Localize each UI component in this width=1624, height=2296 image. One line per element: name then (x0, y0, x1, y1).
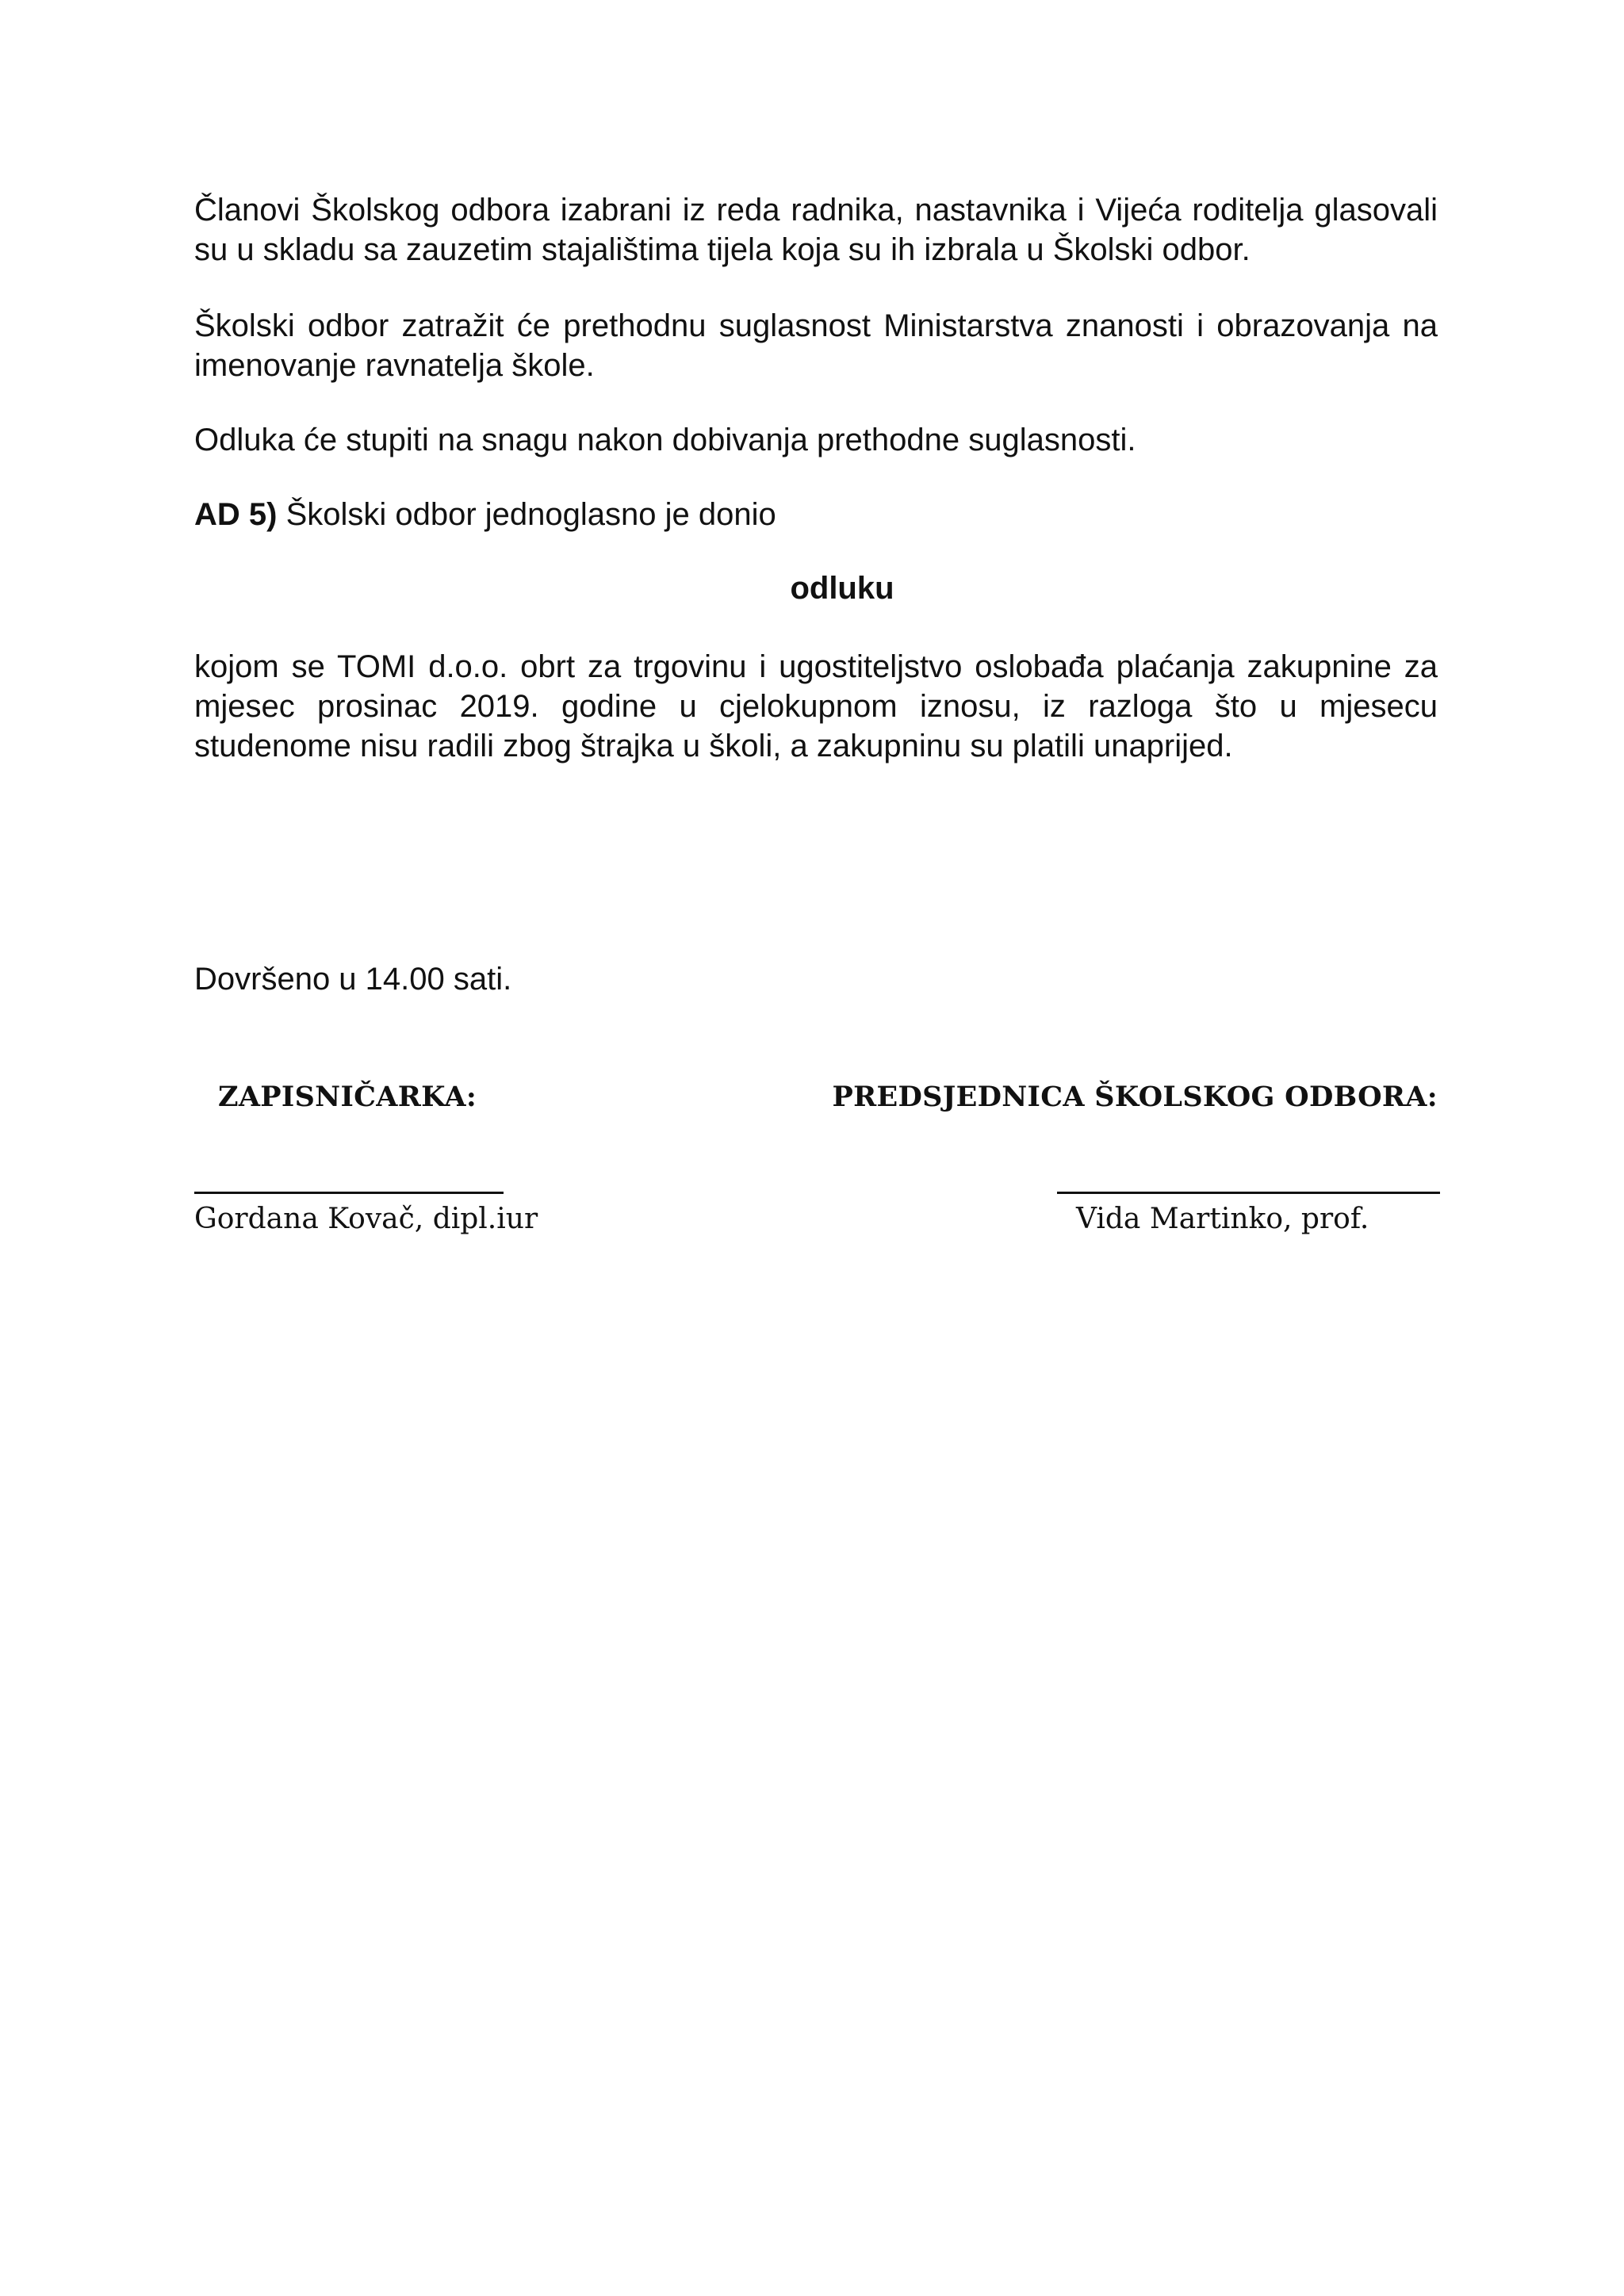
signature-title-recorder: ZAPISNIČARKA: (218, 1081, 477, 1113)
paragraph-agenda-item-5 (194, 495, 1438, 534)
paragraph-ministry-consent: Školski odbor zatražit će prethodnu suglasnost Ministarstva znanosti i obrazovanja na imenovanje ravnatelja škole. (194, 308, 1438, 383)
agenda-item-label: AD 5) (194, 497, 278, 532)
decision-heading: odluku (790, 571, 894, 606)
signature-line-president (1057, 1192, 1440, 1194)
signature-line-recorder (194, 1192, 504, 1194)
agenda-item-text: Školski odbor jednoglasno je donio (277, 497, 776, 532)
paragraph-decision-effect: Odluka će stupiti na snagu nakon dobivanja prethodne suglasnosti. (194, 423, 1136, 457)
paragraph-members-vote: Članovi Školskog odbora izabrani iz reda radnika, nastavnika i Vijeća roditelja glasovali su u skladu sa zauzetim stajalištima tijela koja su ih izbrala u Školski odbor. (194, 193, 1438, 267)
paragraph-completed-time: Dovršeno u 14.00 sati. (194, 962, 512, 997)
paragraph-decision-text: kojom se TOMI d.o.o. obrt za trgovinu i ugostiteljstvo oslobađa plaćanja zakupnine za mjesec prosinac 2019. godine u cjelokupnom iznosu, iz razloga što u mjesecu studenome nisu radili zbog štrajka u školi, a zakupninu su platili unaprijed. (194, 649, 1438, 763)
signature-name-recorder: Gordana Kovač, dipl.iur (194, 1203, 538, 1235)
signature-name-president: Vida Martinko, prof. (1076, 1203, 1369, 1235)
signature-title-president: PREDSJEDNICA ŠKOLSKOG ODBORA: (832, 1081, 1438, 1113)
